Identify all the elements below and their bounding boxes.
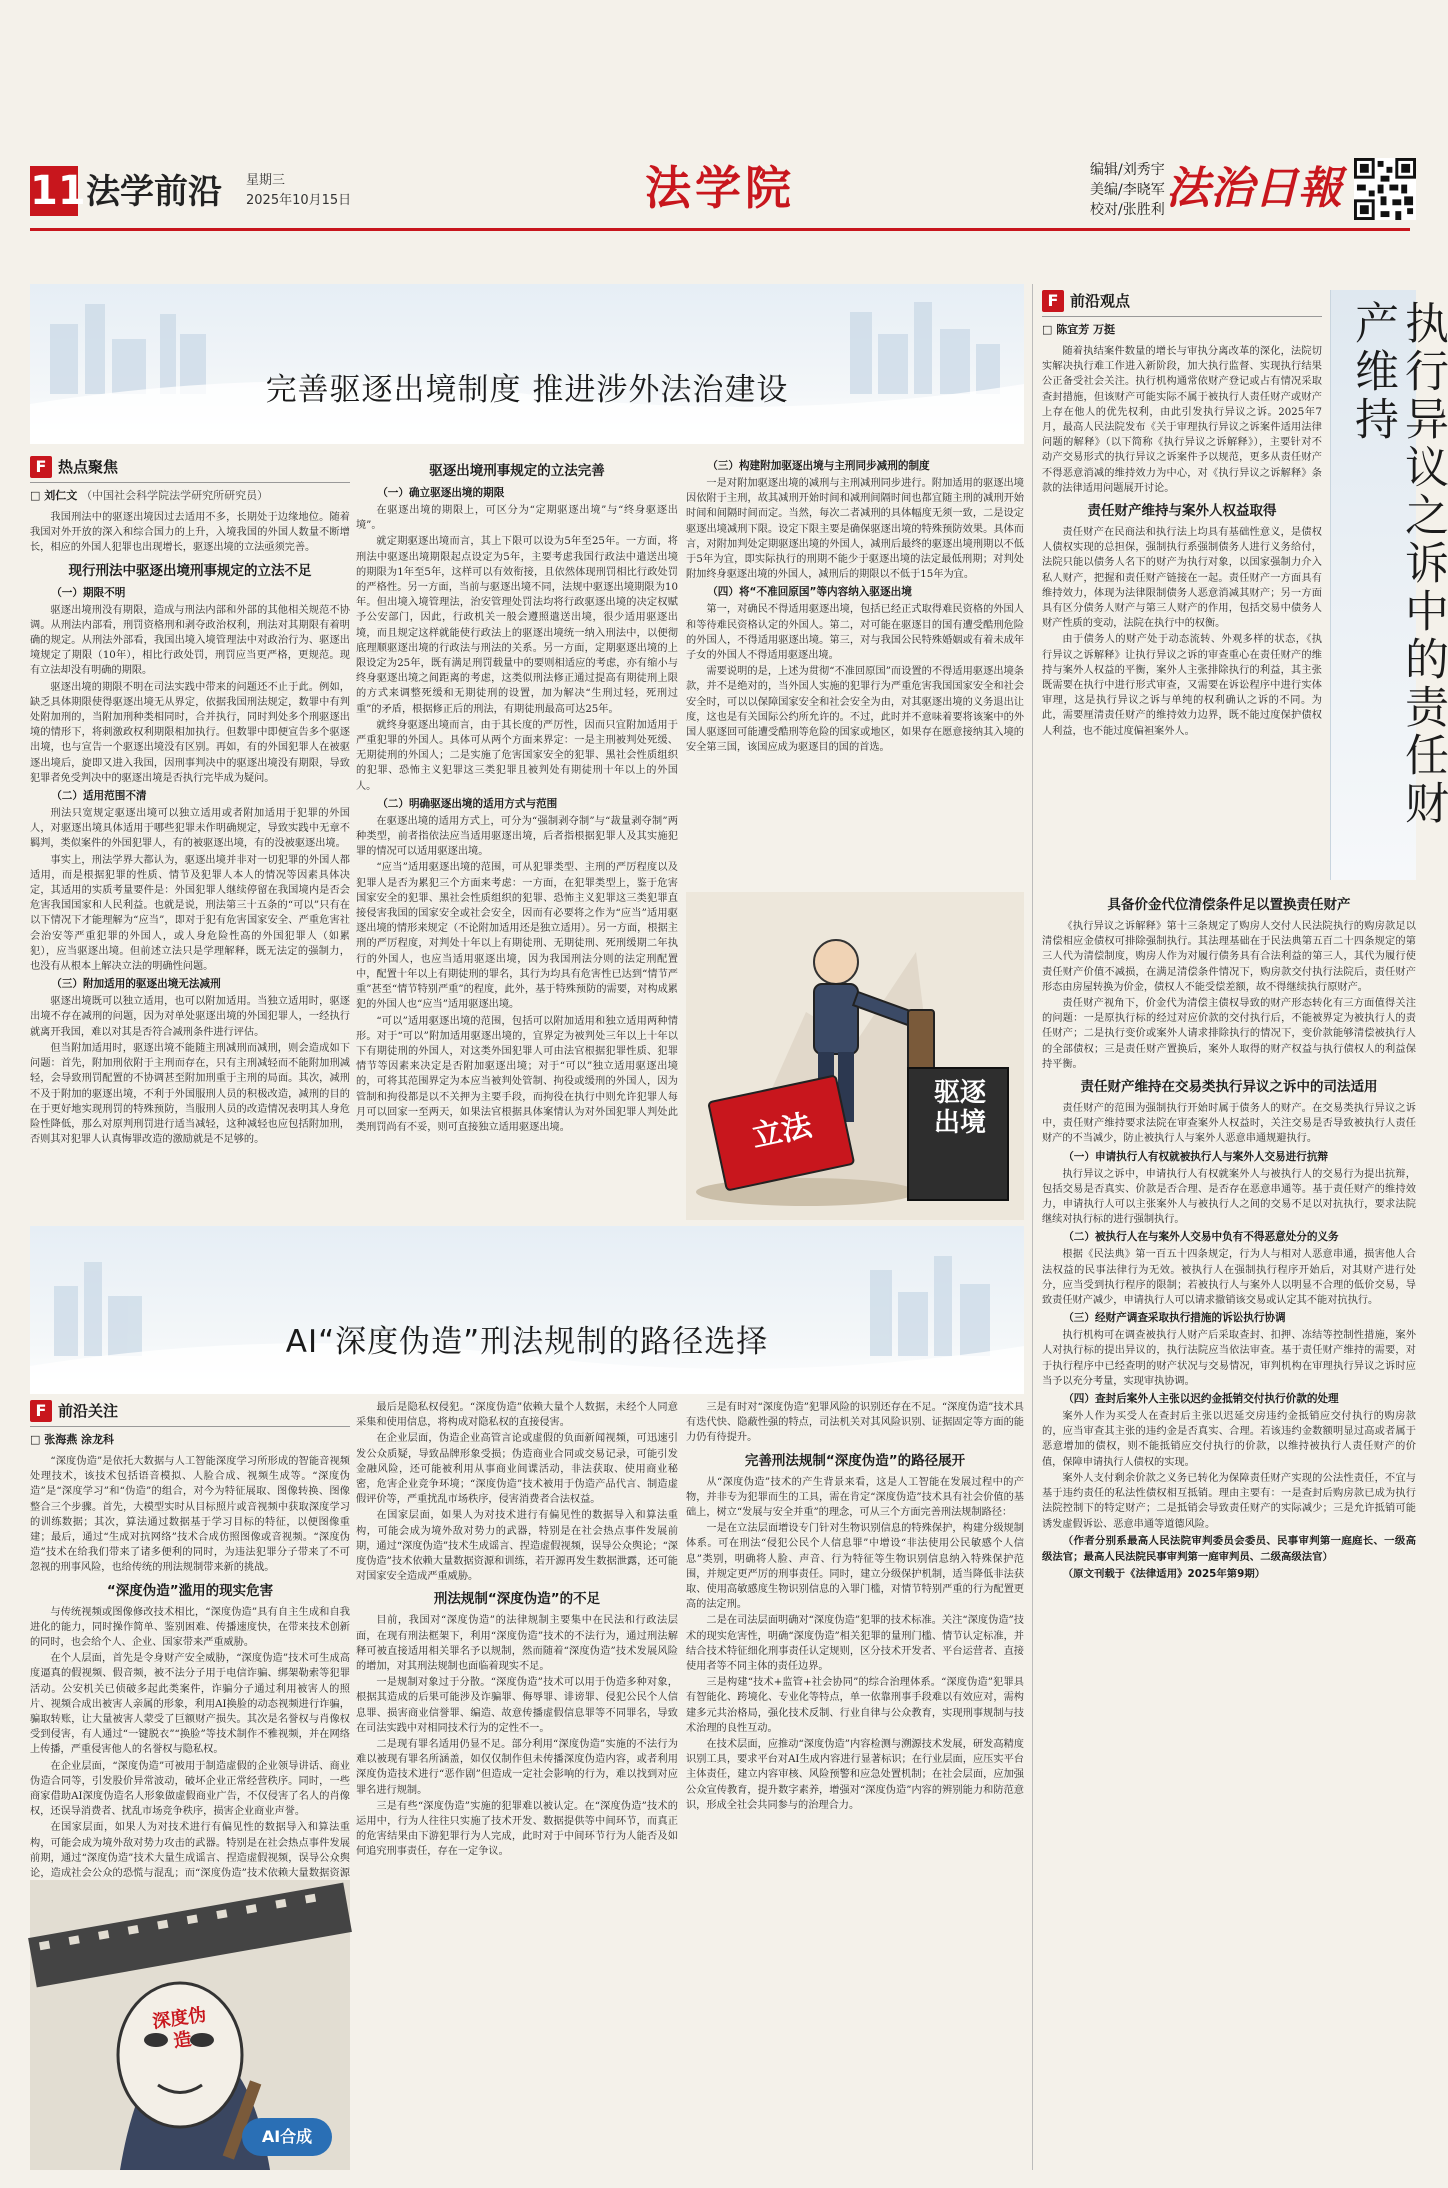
editor-line: 美编/李晓军 xyxy=(1090,182,1165,198)
article2-subheading: 完善刑法规制“深度伪造”的路径展开 xyxy=(744,1452,966,1469)
article2-column-1 xyxy=(30,1454,350,1880)
paragraph: 从“深度伪造”技术的产生背景来看，这是人工智能在发展过程中的产物，并非专为犯罪而生的工具，需在肯定“深度伪造”技术具有社会价值的基础上，树立“发展与安全并重”的理念，可从三个方面完善刑法规制路径： xyxy=(686,1476,1024,1519)
paragraph: 但当附加适用时，驱逐出境不能随主刑减刑而减刑，则会造成如下问题：首先，附加刑依附于主刑而存在，只有主刑减轻而不能附加刑减轻，会导致刑罚配置的不协调甚至附加刑重于主刑的局面。其次，减刑不及于附加的驱逐出境，不利于外国服刑人员的积极改造，减刑的目的在于更好地实现刑罚的特殊预防，当服刑人员的改造情况表明其人身危险性降低，那么对原判刑罚进行适当减轻，这种减轻也应包括附加刑，否则其对犯罪人认真悔罪改造的激励就是不足够的。 xyxy=(30,1042,350,1146)
publication-date: 2025年10月15日 xyxy=(246,193,352,208)
paragraph: 二是在司法层面明确对“深度伪造”犯罪的技术标准。关注“深度伪造”技术的现实危害性，明确“深度伪造”相关犯罪的量刑门槛、情节认定标准，并结合技术特征细化刑事责任认定规则，区分技术开发者、平台运营者、直接使用者等不同主体的责任边界。 xyxy=(686,1615,1024,1673)
article1-point: （二）明确驱逐出境的适用方式与范围 xyxy=(377,797,558,810)
paragraph: 在国家层面，如果人为对技术进行有偏见性的数据导入和算法重构，可能会成为境外敌对势力攻击的武器。特别是在社会热点事件发展前期，通过“深度伪造”技术大量生成谣言、捏造虚假视频，误导公众舆论，造成社会公众的恐慌与混乱；而“深度伪造”技术依赖大量数据资源 xyxy=(30,1822,350,1880)
paragraph: 与传统视频或图像修改技术相比，“深度伪造”具有自主生成和自我进化的能力，同时操作简单、鉴别困难、传播速度快，在带来技术创新的同时，也会给个人、企业、国家带来严重威胁。 xyxy=(30,1606,350,1649)
article1-point: （四）将“不准回原国”等内容纳入驱逐出境 xyxy=(707,586,912,599)
article1-column-3 xyxy=(686,456,1024,886)
paragraph: 执行机构可在调查被执行人财产后采取查封、扣押、冻结等控制性措施，案外人对执行标的提出异议的，执行法院应当依法审查。基于责任财产维持的需要，对于执行程序中已经查明的财产状况与交易情况，审判机构在审理执行异议之诉时应当予以充分考量，实现审执协调。 xyxy=(1042,1330,1416,1387)
paragraph: 《执行异议之诉解释》第十三条规定了购房人交付人民法院执行的购房款足以清偿相应金债权可排除强制执行。其法理基础在于民法典第五百二十四条规定的第三人代为清偿制度，购房人作为对履行债务具有合法利益的第三人，其代为履行使责任财产价值不减损，在满足清偿条件情况下，购房款交付执行法院后，责任财产形态由房屋转换为价金，债权人不能受偿差额，故不得继续执行原财产。 xyxy=(1042,921,1416,993)
article2-subheading: “深度伪造”滥用的现实危害 xyxy=(106,1582,274,1599)
tag-divider xyxy=(1042,316,1322,317)
article1-subheading: 现行刑法中驱逐出境刑事规定的立法不足 xyxy=(68,562,312,579)
masthead-rule xyxy=(30,228,1410,231)
article2-column-2 xyxy=(356,1400,678,2170)
article3-column-bottom xyxy=(1042,890,1416,2172)
editor-credits xyxy=(1090,160,1165,220)
page-number: 11 xyxy=(30,168,86,214)
book-label: 立法 xyxy=(748,1108,815,1155)
paragraph: 需要说明的是，上述为贯彻“不准回原国”而设置的不得适用驱逐出境条款，并不是绝对的，当外国人实施的犯罪行为严重危害我国国家安全和社会安全时，可以以保障国家安全和社会安全为由，对其驱逐出境的义务退出让度，这也是有关国际公约所允许的。不过，此时并不意味着要将该案中的外国人驱逐回可能遭受酷刑等危险的国家或地区，如果存在愿意接纳其入境的安全第三国，该国应成为驱逐目的国的首选。 xyxy=(686,666,1024,754)
paragraph: 在企业层面，“深度伪造”可被用于制造虚假的企业领导讲话、商业伪造合同等，引发股价异常波动，破坏企业正常经营秩序。同时，一些商家借助AI深度伪造名人形象做虚假商业广告，不仅侵害了名人的肖像权，还误导消费者、扰乱市场竞争秩序，损害企业商业声誉。 xyxy=(30,1760,350,1818)
article3-point: （二）被执行人在与案外人交易中负有不得恶意处分的义务 xyxy=(1063,1231,1339,1244)
article2-author: □ 张海燕 涂龙科 xyxy=(30,1433,115,1446)
paragraph: 在个人层面，首先是令身财产安全威胁，“深度伪造”技术可生成高度逼真的假视频、假音频，被不法分子用于电信诈骗、绑架勒索等犯罪活动。公安机关已侦破多起此类案件，诈骗分子通过利用被害人的照片、视频合成出被害人亲属的形象，利用AI换脸的动态视频进行诈骗，骗取转账，让大量被害人蒙受了巨额财产损失。其次是名誉权与肖像权受到侵害，有人通过“一键脱衣”“换脸”等技术制作不雅视频，并在网络上传播，严重侵害他人的名誉权与隐私权。 xyxy=(30,1653,350,1756)
article1-illustration xyxy=(686,892,1024,1220)
tag-f-icon: F xyxy=(1042,290,1064,312)
article2-banner xyxy=(30,1226,1024,1394)
author-note: （作者分别系最高人民法院审判委员会委员、民事审判第一庭庭长、一级高级法官；最高人民法院民事审判第一庭审判员、二级高级法官） xyxy=(1042,1534,1416,1563)
article3-column-top xyxy=(1042,344,1322,884)
article1-byline xyxy=(30,488,268,504)
tag-f-icon: F xyxy=(30,456,52,478)
paragraph: 驱逐出境刑没有期限，造成与刑法内部和外部的其他相关规范不协调。从刑法内部看，刑罚资格刑和剥夺政治权利，刑法对其期限有着明确的规定。从刑法外部看，我国出境入境管理法中对政治行为、驱逐出境规定了期限（10年），相比行政处罚，刑罚应当更严格，更规范。现有立法却没有明确的期限。 xyxy=(30,604,350,677)
article3-subheading: 责任财产维持与案外人权益取得 xyxy=(1087,503,1277,520)
paragraph: “应当”适用驱逐出境的范围，可从犯罪类型、主刑的严厉程度以及犯罪人是否为累犯三个方面来考虑：一方面，在犯罪类型上，鉴于危害国家安全的犯罪、黑社会性质组织的犯罪、恐怖主义犯罪这三类犯罪直接侵害我国的国家安全或社会安全，因而有必要将之作为“应当”适用驱逐出境的情形来规定（不论附加适用还是独立适用）。另一方面，根据主刑的严厉程度，对判处十年以上有期徒刑、无期徒刑、死刑缓期二年执行的外国人，也应当适用驱逐出境，因为我国刑法分则的法定刑配置中，配置十年以上有期徒刑的罪名，其行为均具有危害性已达到“情节严重”甚至“情节特别严重”的程度，此外，基于特殊预防的需要，对构成累犯的外国人也“应当”适用驱逐出境。 xyxy=(356,862,678,1011)
article3-author: □ 陈宜芳 万挺 xyxy=(1042,323,1116,336)
paragraph: 在驱逐出境的期限上，可区分为“定期驱逐出境”与“终身驱逐出境”。 xyxy=(356,505,678,532)
article1-author: □ 刘仁文 xyxy=(30,489,78,502)
article3-subheading: 具备价金代位清偿条件足以置换责任财产 xyxy=(1107,897,1351,913)
newspaper-logo: 法治日報 xyxy=(1166,163,1342,214)
article3-point: （三）经财产调查采取执行措施的诉讼执行协调 xyxy=(1063,1312,1286,1325)
stamp-label: 驱逐出境 xyxy=(933,1078,986,1138)
editor-line: 编辑/刘秀宇 xyxy=(1090,162,1165,178)
article1-column-2 xyxy=(356,456,678,1220)
article3-point: （一）申请执行人有权就被执行人与案外人交易进行抗辩 xyxy=(1063,1150,1329,1163)
paragraph: 在技术层面，应推动“深度伪造”内容检测与溯源技术发展，研发高精度识别工具，要求平台对AI生成内容进行显著标识；在行业层面，应压实平台主体责任，建立内容审核、风险预警和应急处置机制；在社会层面，应加强公众宣传教育，提升数字素养，增强对“深度伪造”内容的辨别能力和防范意识，形成全社会共同参与的治理合力。 xyxy=(686,1739,1024,1811)
article1-column-1 xyxy=(30,510,350,1220)
ai-badge: AI合成 xyxy=(261,2127,313,2146)
paragraph: 三是有些“深度伪造”实施的犯罪难以被认定。在“深度伪造”技术的运用中，行为人往往只实施了技术开发、数据提供等中间环节，而真正的危害结果由下游犯罪行为人完成，此时对于中间环节行为人能否及如何追究刑事责任，存在一定争议。 xyxy=(356,1800,678,1858)
paragraph: 责任财产视角下，价金代为清偿主债权导致的财产形态转化有三方面值得关注的问题：一是原执行标的经过对应价款的交付执行后，不能被界定为被执行人的责任财产；二是执行变价或案外人请求排除执行的情况下，变价款能够清偿被执行人的全部债权；三是责任财产置换后，案外人取得的财产权益与执行债权人的利益保持平衡。 xyxy=(1042,998,1416,1070)
article1-title: 完善驱逐出境制度 推进涉外法治建设 xyxy=(265,372,789,408)
qr-code-icon[interactable] xyxy=(1354,158,1416,220)
skyline-decoration xyxy=(30,284,1024,444)
paragraph: 一是规制对象过于分散。“深度伪造”技术可以用于伪造多种对象，根据其造成的后果可能涉及诈骗罪、侮辱罪、诽谤罪、侵犯公民个人信息罪、损害商业信誉罪、编造、故意传播虚假信息罪等不同罪名，导致在司法实践中对相同技术行为的定性不一。 xyxy=(356,1677,678,1734)
tag-f-icon: F xyxy=(30,1400,52,1422)
article1-affiliation: （中国社会科学院法学研究所研究员） xyxy=(81,489,269,502)
article1-point: （二）适用范围不清 xyxy=(51,790,147,803)
article1-lead: 我国刑法中的驱逐出境因过去适用不多，长期处于边缘地位。随着我国对外开放的深入和综合国力的上升，入境我国的外国人数量不断增长，相应的外国人犯罪也出现增长，驱逐出境的立法亟须完善。 xyxy=(30,512,350,554)
article3-lead: 随着执结案件数量的增长与审执分离改革的深化，法院切实解决执行难工作进入新阶段，加大执行监督、实现执行结果公正备受社会关注。执行机构通常依财产登记或占有情况采取查封措施，但该财产可能实际不属于被执行人责任财产或财产上存在他人的优先权利，由此引发执行异议之诉。2025年7月，最高人民法院发布《关于审理执行异议之诉案件适用法律问题的解释》（以下简称《执行异议之诉解释》），主要针对不动产交易形式的执行异议之诉案件予以规范，更多从责任财产不得恶意消减的维持效力为中心，对《执行异议之诉解释》条款的法律适用问题展开讨论。 xyxy=(1042,346,1322,494)
paragraph: 就定期驱逐出境而言，其上下限可以设为5年至25年。一方面，将刑法中驱逐出境期限起点设定为5年，主要考虑我国行政法中遣送出境的期限为1年至5年，这样可以有效衔接，且依然体现刑罚相比行政处罚的严格性。另一方面，当前与驱逐出境不同，法规中驱逐出境期限为10年。但出境入境管理法，治安管理处罚法均将行政驱逐出境的决定权赋予公安部门，因此，行政机关一般会遵照遣送出境，很少适用驱逐出境，而且规定这样就能使行政法上的驱逐出境统一纳入刑法中，以便彻底理顺驱逐出境的行政法与刑法的关系。另一方面，定期驱逐出境的上限设定为25年，既有满足刑罚载量中的要则相适应的考虑，亦有缩小与终身驱逐出境之间距离的考虑，这类似刑法修正通过提高有期徒刑上限的方式来调整死缓和无期徒刑的设置，加为解决“生刑过轻，死刑过重”的矛盾，根据修正后的刑法，有期徒刑最高可达25年。 xyxy=(356,536,678,715)
paragraph: 三是构建“技术+监管+社会协同”的综合治理体系。“深度伪造”犯罪具有智能化、跨境化、专业化等特点，单一依靠刑事手段难以有效应对，需构建多元共治格局，强化技术反制、行业自律与公众教育，实现刑事规制与技术治理的良性互动。 xyxy=(686,1677,1024,1734)
section-name: 法学前沿 xyxy=(86,172,222,212)
paragraph: 在驱逐出境的适用方式上，可分为“强制剥夺制”与“裁量剥夺制”两种类型，前者指依法应当适用驱逐出境，后者指根据犯罪人及其实施犯罪的情况可以适用驱逐出境。 xyxy=(356,815,678,858)
article1-banner xyxy=(30,284,1024,444)
masthead xyxy=(0,0,1440,280)
paragraph: 驱逐出境的期限不明在司法实践中带来的问题还不止于此。例如，缺乏具体期限使得驱逐出境无从界定，依据我国刑法规定，数罪中有判处附加刑的，当附加刑种类相同时，合并执行，同时判处多个刑驱逐出境的情形下，将刺激政权利期限相加执行。但数罪中即便宣告多个驱逐出境，也与宣告一个驱逐出境没有区别。再如，有的外国犯罪人在被驱逐出境后，旋即又进入我国，因刑事判决中的驱逐出境没有期限，导致犯罪者免受判决中的驱逐出境是否执行完毕成为疑问。 xyxy=(30,681,350,784)
article2-subheading: 刑法规制“深度伪造”的不足 xyxy=(433,1591,601,1608)
paragraph: 案外人支付剩余价款之义务已转化为保障责任财产实现的公法性责任，不宜与基于违约责任的私法性债权相互抵销。理由主要有：一是查封后购房款已成为执行法院控制下的特定财产；二是抵销会导致责任财产的实际减少；三是允许抵销可能诱发虚假诉讼、恶意串通等道德风险。 xyxy=(1042,1472,1416,1530)
paragraph: 最后是隐私权侵犯。“深度伪造”依赖大量个人数据，未经个人同意采集和使用信息，将构成对隐私权的直接侵害。 xyxy=(356,1402,678,1429)
article1-point: （一）期限不明 xyxy=(51,586,126,599)
article2-tag-label: 前沿关注 xyxy=(58,1402,119,1420)
paragraph: 驱逐出境既可以独立适用，也可以附加适用。当独立适用时，驱逐出境不存在减刑的问题，因为对单处驱逐出境的外国犯罪人，一经执行就离开我国，难以对其是否符合减刑条件进行评估。 xyxy=(30,996,350,1038)
article1-tag xyxy=(30,456,118,478)
paragraph: 事实上，刑法学界大都认为，驱逐出境并非对一切犯罪的外国人都适用，而是根据犯罪的性质、情节及犯罪人本人的情况等因素具体决定，其适用的实质考量要件是：外国犯罪人继续停留在我国境内是否会危害我国国家和人民利益。也就是说，刑法第三十五条的“可以”只有在以下情况下才能理解为“应当”，即对于犯有危害国家安全、严重危害社会治安等严重犯罪的外国人，或人身危险性高的外国犯罪人（如累犯），应当驱逐出境。但前述立法只是学理解释，既无法定的强制力，也没有从根本上解决立法的明确性问题。 xyxy=(30,854,350,973)
article2-lead: “深度伪造”是依托大数据与人工智能深度学习所形成的智能音视频处理技术，该技术包括语音模拟、人脸合成、视频生成等。“深度伪造”是“深度学习”和“伪造”的组合，对今为特征展取、图像转换、图像整合三个步骤。首先，大模型实时从目标照片或音视频中获取深度学习的训练数据；其次，算法通过数据基于学习目标的特征，以便图像重建；最后，通过“生成对抗网络”技术合成仿照图像或音视频。“深度伪造”技术在给我们带来了诸多便利的同时，为违法犯罪分子带来了不可忽视的刑事风险，也给传统的刑法规制带来新的挑战。 xyxy=(30,1456,350,1574)
editor-line: 校对/张胜利 xyxy=(1090,202,1165,218)
tag-divider xyxy=(30,1426,350,1427)
article1-tag-label: 热点聚焦 xyxy=(58,458,119,476)
article1-point: （三）构建附加驱逐出境与主刑同步减刑的制度 xyxy=(707,460,930,472)
article3-tag-label: 前沿观点 xyxy=(1070,292,1131,310)
paragraph: 二是现有罪名适用仍显不足。部分利用“深度伪造”实施的不法行为难以被现有罪名所涵盖，如仅仅制作但未传播深度伪造内容，或者利用深度伪造技术进行“恶作剧”但造成一定社会影响的行为，难以找到对应罪名进行规制。 xyxy=(356,1739,678,1796)
paragraph: 根据《民法典》第一百五十四条规定，行为人与相对人恶意串通，损害他人合法权益的民事法律行为无效。被执行人在强制执行程序开始后，对其财产进行处分，应当受到执行程序的限制；若被执行人与案外人以明显不合理的低价交易，导致责任财产减少，申请执行人可以请求撤销该交易或认定其不能对抗执行。 xyxy=(1042,1249,1416,1307)
article1-point: （三）附加适用的驱逐出境无法减刑 xyxy=(51,978,221,991)
paragraph: “可以”适用驱逐出境的范围，包括可以附加适用和独立适用两种情形。对于“可以”附加适用驱逐出境的，宜界定为被判处三年以上十年以下有期徒刑的外国人，对这类外国犯罪人可由法官根据犯罪性质、犯罪情节等因素来决定是否附加驱逐出境；对于“可以”独立适用驱逐出境的，可将其范围界定为本应当被判处管制、拘役或缓刑的外国人，因为管制和拘役都是以不关押为主要手段，而拘役在执行中则允许犯罪人每月可以回家一至两天，如果法官根据具体案情认为对外国犯罪人判处此类刑罚尚有不妥，则可直接独立适用驱逐出境。 xyxy=(356,1015,678,1133)
paragraph: 就终身驱逐出境而言，由于其长度的严厉性，因而只宜附加适用于严重犯罪的外国人。具体可从两个方面来界定：一是主刑被判处死缓、无期徒刑的外国人；二是实施了危害国家安全的犯罪、黑社会性质组织的犯罪、恐怖主义犯罪这三类犯罪且被判处有期徒刑十年以上的外国人。 xyxy=(356,719,678,792)
article3-tag xyxy=(1042,290,1130,312)
article2-title: AI“深度伪造”刑法规制的路径选择 xyxy=(285,1324,769,1360)
skyline-decoration xyxy=(30,1226,1024,1394)
paragraph: 刑法只宽规定驱逐出境可以独立适用或者附加适用于犯罪的外国人，对驱逐出境具体适用于哪些犯罪未作明确规定，导致实践中无章不羁判，类似案件的外国犯罪人，有的被驱逐出境，有的没被驱逐出境。 xyxy=(30,808,350,850)
paragraph: 在企业层面，伪造企业高管言论或虚假的负面新闻视频，可迅速引发公众质疑，导致品牌形象受损；伪造商业合同或交易记录，可能引发金融风险，还可能被利用从事商业间谍活动，非法获取、使用商业秘密，危害企业竞争环境；“深度伪造”技术被用于伪造产品代言、制造虚假评价等，严重扰乱市场秩序，侵害消费者合法权益。 xyxy=(356,1433,678,1506)
mask-label: 深度伪造 xyxy=(151,2004,208,2053)
paragraph: 三是有时对“深度伪造”犯罪风险的识别还存在不足。“深度伪造”技术具有迭代快、隐蔽性强的特点，司法机关对其风险识别、证据固定等方面的能力仍有待提升。 xyxy=(686,1402,1024,1444)
paragraph: 在国家层面，如果人为对技术进行有偏见性的数据导入和算法重构，可能会成为境外敌对势力的武器，特别是在社会热点事件发展前期，通过“深度伪造”技术生成谣言、捏造虚假视频，误导公众舆论；“深度伪造”技术依赖大量数据资源和训练，若开源再发生数据泄露，还可能对国家安全造成严重威胁。 xyxy=(356,1510,678,1583)
article3-point: （四）查封后案外人主张以迟约金抵销交付执行价款的处理 xyxy=(1063,1393,1339,1406)
paragraph: 责任财产在民商法和执行法上均具有基础性意义，是债权人债权实现的总担保，强制执行系强制债务人进行义务给付，法院只能以债务人名下的财产为执行对象，以国家强制力介入私人财产，把握和责任财产链接在一起。责任财产一方面具有维持效力，体现为法律限制债务人恶意消减其财产；另一方面具有区分债务人财产与第三人财产的作用，包括交易中债务人财产性质的变动，法院在执行中的权衡。 xyxy=(1042,527,1322,630)
article3-title: 执行异议之诉中的责任财产维持 xyxy=(1347,300,1448,828)
article3-byline xyxy=(1042,322,1115,338)
article2-tag xyxy=(30,1400,118,1422)
legislation-cartoon xyxy=(686,892,1024,1220)
paragraph: 一是对附加驱逐出境的减刑与主刑减刑同步进行。附加适用的驱逐出境因依附于主刑，故其减刑开始时间和减刑间隔时间也都宜随主刑的减刑开始时间和间隔时间而定。当然，每次二者减刑的具体幅度无须一致，二是设定驱逐出境减刑下限。设定下限主要是确保驱逐出境的特殊预防效果。具体而言，对附加判处定期驱逐出境的外国人，减刑后最终的驱逐出境刑期以不低于5年为宜，即实际执行的刑期不能少于驱逐出境的法定最低刑期；对判处附加终身驱逐出境的外国人，减刑后的期限以不低于15年为宜。 xyxy=(686,478,1024,581)
paragraph: 目前，我国对“深度伪造”的法律规制主要集中在民法和行政法层面，在现有刑法框架下，利用“深度伪造”技术的不法行为，通过刑法解释可被直接适用相关罪名予以规制，然而随着“深度伪造”技术发展风险的增加，对其刑法规制也面临着现实不足。 xyxy=(356,1615,678,1673)
article1-subheading: 驱逐出境刑事规定的立法完善 xyxy=(429,463,605,479)
paragraph: 一是在立法层面增设专门针对生物识别信息的特殊保护，构建分级规制体系。可在刑法“侵犯公民个人信息罪”中增设“非法使用公民敏感个人信息”类别，明确将人脸、声音、行为特征等生物识别信息纳入特殊保护范围，并规定更严厉的刑事责任。同时，建立分级保护机制，适当降低非法获取、使用高敏感度生物识别信息的入罪门槛，对情节特别严重的行为配置更高的法定刑。 xyxy=(686,1523,1024,1611)
publication-day: 星期三 xyxy=(246,173,286,188)
paragraph: 执行异议之诉中，申请执行人有权就案外人与被执行人的交易行为提出抗辩，包括交易是否真实、价款是否合理、是否存在恶意串通等。基于责任财产的维持效力，申请执行人可以主张案外人与被执行人之间的交易不足以对抗执行，要求法院继续对执行标的进行强制执行。 xyxy=(1042,1168,1416,1226)
paragraph: 第一，对确民不得适用驱逐出境，包括已经正式取得难民资格的外国人和等待难民资格认定的外国人。第二，对可能在驱逐目的国有遭受酷刑危险的外国人，不得适用驱逐出境。第三，对与我国公民特殊婚姻或有着未成年子女的外国人不得适用驱逐出境。 xyxy=(686,604,1024,662)
source-note: （原文刊载于《法律适用》2025年第9期） xyxy=(1062,1567,1266,1580)
article3-subheading: 责任财产维持在交易类执行异议之诉中的司法适用 xyxy=(1080,1079,1378,1096)
paragraph: 责任财产的范围为强制执行开始时属于债务人的财产。在交易类执行异议之诉中，责任财产维持要求法院在审查案外人权益时，关注交易是否导致被执行人责任财产的不当减少，防止被执行人与案外人恶意串通规避执行。 xyxy=(1042,1103,1416,1145)
article2-column-3 xyxy=(686,1400,1024,2170)
article1-point: （一）确立驱逐出境的期限 xyxy=(377,487,505,499)
paragraph: 案外人作为买受人在查封后主张以迟延交房违约金抵销应交付执行的购房款的，应当审查其主张的违约金是否真实、合理。若该违约金数额明显过高或者属于恶意增加的债权，则不能抵销应交付执行的价款，以维持被执行人责任财产的价值，保障申请执行人债权的实现。 xyxy=(1042,1411,1416,1468)
column-divider xyxy=(1032,284,1033,2170)
article2-byline xyxy=(30,1432,114,1448)
article2-illustration xyxy=(30,1880,350,2170)
tag-divider xyxy=(30,482,350,483)
paragraph: 由于债务人的财产处于动态流转、外观多样的状态，《执行异议之诉解释》让执行异议之诉的审查重心在责任财产的维持与案外人权益的平衡，案外人主张排除执行的利益，其主张既需要在执行中进行形式审查，又需要在诉讼程序中进行实体审理，这是执行异议之诉与单纯的权利确认之诉的不同。为此，需要厘清责任财产的维持效力边界，既不能过度保护债权人利益，也不能过度偏袒案外人。 xyxy=(1042,634,1322,737)
column-title: 法学院 xyxy=(645,161,795,215)
